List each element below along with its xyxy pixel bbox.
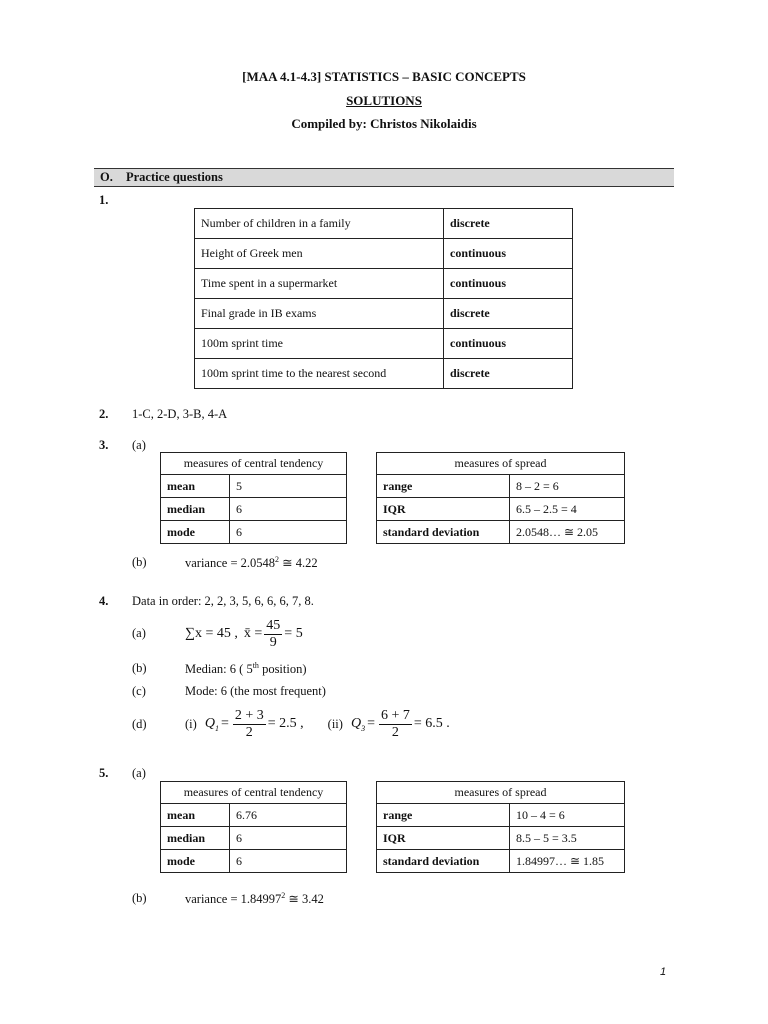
q5-variance-suffix: ≅ 3.42	[285, 892, 324, 907]
question-number-5: 5.	[99, 766, 109, 780]
table-row	[161, 498, 347, 521]
q4-median	[185, 661, 307, 677]
measure-name: median	[161, 827, 230, 850]
author-line: Compiled by: Christos Nikolaidis	[291, 116, 477, 131]
q4-d-i: (i)	[185, 716, 197, 731]
q4-part-d-label: (d)	[132, 717, 147, 731]
q4-q1-fraction: $\frac{2 + 3}{2}$	[234, 708, 264, 740]
variable-name: Number of children in a family	[195, 209, 444, 239]
variable-name: Final grade in IB exams	[195, 299, 444, 329]
q4-median-sup: th	[252, 661, 259, 670]
central-header: measures of central tendency	[161, 453, 347, 475]
question-number-2: 2.	[99, 407, 109, 421]
variable-name: Time spent in a supermarket	[195, 269, 444, 299]
table-header-row	[377, 453, 625, 475]
variable-name: 100m sprint time to the nearest second	[195, 359, 444, 389]
variable-type: continuous	[444, 239, 573, 269]
central-header: measures of central tendency	[161, 782, 347, 804]
measure-name: standard deviation	[377, 850, 510, 873]
q3-spread-table	[376, 452, 625, 544]
subtitle-text: SOLUTIONS	[346, 93, 422, 108]
measure-value: 1.84997… ≅ 1.85	[510, 850, 625, 873]
variable-row	[195, 299, 573, 329]
q5-variance-exp: 2	[281, 891, 286, 900]
table-row	[161, 827, 347, 850]
table-row	[161, 804, 347, 827]
table-row	[161, 475, 347, 498]
variable-type: continuous	[444, 269, 573, 299]
spread-header: measures of spread	[377, 453, 625, 475]
document-title: [MAA 4.1-4.3] STATISTICS – BASIC CONCEPTS	[242, 69, 526, 84]
variable-row	[195, 239, 573, 269]
q4-q3-symbol: $Q_3$	[350, 715, 366, 733]
variable-row	[195, 269, 573, 299]
measure-name: mean	[161, 475, 230, 498]
q4-quartiles: (i) $Q_1$ = $\frac{2 + 3}{2}$ = 2.5 , (ii) $Q_3$ = $\frac{6 + 7}{2}$ = 6.5 .	[185, 708, 450, 740]
q4-mean-res: = 5	[284, 626, 303, 641]
q3-variance-prefix: variance = 2.0548	[185, 556, 276, 571]
variable-name: Height of Greek men	[195, 239, 444, 269]
measure-value: 6	[230, 498, 347, 521]
document-subtitle	[0, 93, 768, 109]
table-row	[161, 850, 347, 873]
measure-name: median	[161, 498, 230, 521]
q4-q3-fraction: $\frac{6 + 7}{2}$	[380, 708, 410, 740]
measure-name: standard deviation	[377, 521, 510, 544]
measure-value: 8.5 – 5 = 3.5	[510, 827, 625, 850]
measure-value: 6.5 – 2.5 = 4	[510, 498, 625, 521]
measure-name: range	[377, 475, 510, 498]
section-title: Practice questions	[126, 170, 223, 184]
q4-part-a-label: (a)	[132, 626, 146, 640]
q5-variance	[185, 891, 324, 907]
table-row	[161, 521, 347, 544]
table-header-row	[161, 453, 347, 475]
table-row	[377, 850, 625, 873]
variable-row	[195, 209, 573, 239]
measure-value: 5	[230, 475, 347, 498]
measure-value: 6	[230, 521, 347, 544]
table-row	[377, 521, 625, 544]
spread-header: measures of spread	[377, 782, 625, 804]
q4-mean-fraction	[264, 618, 282, 650]
table-row	[377, 475, 625, 498]
variable-type: discrete	[444, 209, 573, 239]
q5-variance-prefix: variance = 1.84997	[185, 892, 282, 907]
q5-central-table	[160, 781, 347, 873]
question-number-4: 4.	[99, 594, 109, 608]
question-number-1: 1.	[99, 193, 109, 207]
q5-part-b-label: (b)	[132, 891, 147, 905]
q3-part-a-label: (a)	[132, 438, 146, 452]
q5-part-a-label: (a)	[132, 766, 146, 780]
q4-q3-res: = 6.5 .	[413, 716, 450, 731]
variable-type: continuous	[444, 329, 573, 359]
table-row	[377, 804, 625, 827]
q3-central-table	[160, 452, 347, 544]
q3-part-b-label: (b)	[132, 555, 147, 569]
measure-name: mean	[161, 804, 230, 827]
page-number: 1	[660, 966, 667, 978]
q4-median-pre: Median: 6 ( 5	[185, 662, 253, 677]
q3-variance	[185, 555, 318, 571]
q4-mean-num: 45	[266, 618, 281, 634]
measure-value: 6	[230, 827, 347, 850]
q4-q1-symbol: $Q_1$	[204, 715, 219, 733]
measure-value: 8 – 2 = 6	[510, 475, 625, 498]
measure-value: 2.0548… ≅ 2.05	[510, 521, 625, 544]
measure-value: 6	[230, 850, 347, 873]
measure-name: IQR	[377, 827, 510, 850]
measure-value: 6.76	[230, 804, 347, 827]
variable-row	[195, 329, 573, 359]
variable-name: 100m sprint time	[195, 329, 444, 359]
q4-sum: ∑x = 45 ,	[185, 626, 238, 641]
table-header-row	[161, 782, 347, 804]
q4-mean-lhs: x̄ =	[243, 626, 263, 641]
q4-median-post: position)	[258, 662, 307, 677]
question-number-3: 3.	[99, 438, 109, 452]
q4-part-b-label: (b)	[132, 661, 147, 675]
table-row	[377, 827, 625, 850]
section-letter: O.	[100, 170, 113, 184]
measure-name: mode	[161, 850, 230, 873]
q4-mean-formula	[185, 617, 303, 651]
section-header	[94, 168, 674, 187]
q4-mode: Mode: 6 (the most frequent)	[185, 684, 326, 698]
variable-type: discrete	[444, 359, 573, 389]
q4-q1-res: = 2.5 ,	[267, 716, 304, 731]
measure-value: 10 – 4 = 6	[510, 804, 625, 827]
q4-d-ii: (ii)	[327, 716, 343, 731]
variable-type-table	[194, 208, 573, 389]
q4-data: Data in order: 2, 2, 3, 5, 6, 6, 6, 7, 8.	[132, 594, 314, 608]
table-header-row	[377, 782, 625, 804]
q4-mean-den: 9	[269, 634, 277, 650]
variable-type: discrete	[444, 299, 573, 329]
q5-spread-table	[376, 781, 625, 873]
measure-name: range	[377, 804, 510, 827]
q2-answer: 1-C, 2-D, 3-B, 4-A	[132, 407, 228, 421]
table-row	[377, 498, 625, 521]
q3-variance-suffix: ≅ 4.22	[279, 556, 318, 571]
measure-name: IQR	[377, 498, 510, 521]
measure-name: mode	[161, 521, 230, 544]
q4-part-c-label: (c)	[132, 684, 146, 698]
q3-variance-exp: 2	[275, 555, 280, 564]
variable-row	[195, 359, 573, 389]
